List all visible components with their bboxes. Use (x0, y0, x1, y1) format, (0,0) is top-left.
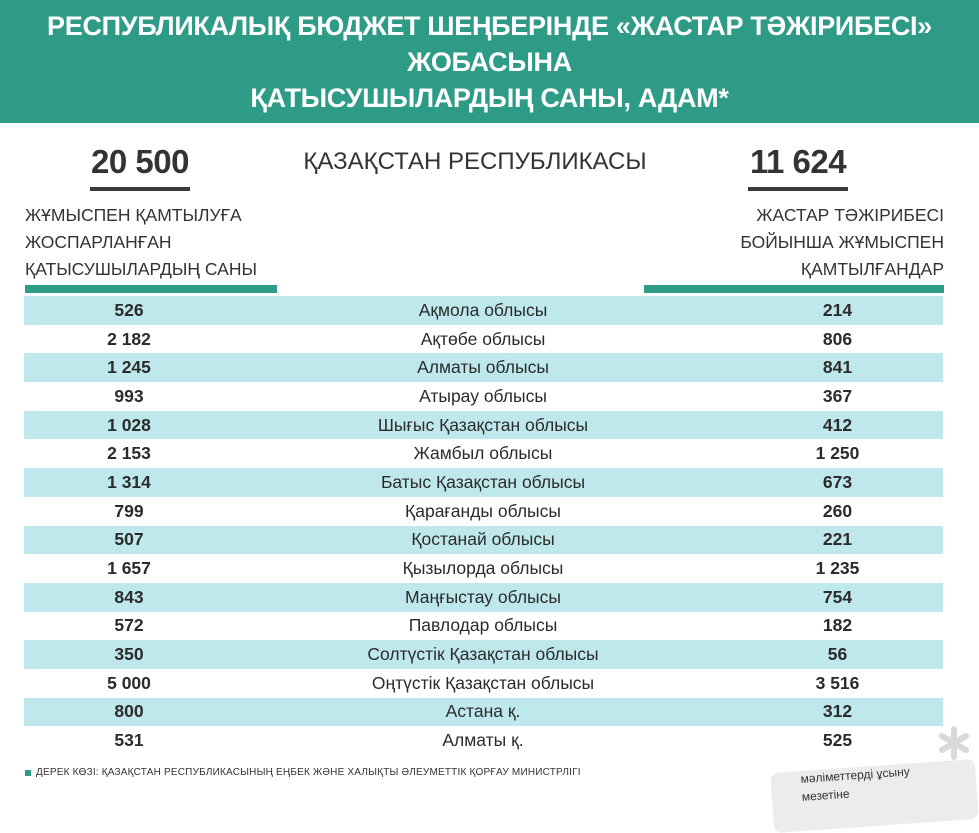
employed-column-description (690, 202, 944, 283)
table-row (24, 353, 943, 382)
employed-cell: 367 (822, 385, 853, 406)
planned-cell: 507 (114, 529, 144, 550)
region-cell: Алматы қ. (442, 730, 524, 751)
planned-desc-line: ЖОСПАРЛАНҒАН (25, 232, 172, 252)
planned-total-underline (90, 187, 190, 191)
region-cell: Ақмола облысы (418, 299, 548, 320)
source-square-icon (25, 770, 31, 776)
table-row (24, 698, 943, 727)
planned-column-description (25, 202, 285, 283)
region-cell: Батыс Қазақстан облысы (380, 471, 586, 492)
region-cell: Шығыс Қазақстан облысы (377, 414, 589, 435)
employed-cell: 182 (822, 615, 853, 636)
employed-cell: 56 (827, 644, 848, 665)
planned-cell: 1 245 (107, 357, 151, 378)
planned-desc-line: ҚАТЫСУШЫЛАРДЫҢ САНЫ (25, 259, 257, 279)
employed-cell: 754 (822, 586, 853, 607)
planned-cell: 5 000 (107, 672, 151, 693)
employed-total (748, 143, 848, 181)
employed-cell: 260 (822, 500, 853, 521)
table-row (24, 382, 943, 411)
table-row (24, 439, 943, 468)
region-cell: Солтүстік Қазақстан облысы (367, 644, 599, 665)
table-row (24, 325, 943, 354)
region-cell: Ақтөбе облысы (420, 328, 546, 349)
employed-cell: 1 250 (815, 443, 860, 464)
table-row (24, 583, 943, 612)
table-row (24, 411, 943, 440)
planned-cell: 350 (114, 644, 144, 665)
region-cell: Қостанай облысы (411, 529, 555, 550)
employed-cell: 3 516 (815, 672, 860, 693)
planned-cell: 2 153 (107, 443, 151, 464)
employed-cell: 525 (822, 730, 853, 751)
employed-desc-line: ҚАМТЫЛҒАНДАР (800, 259, 944, 279)
planned-total (90, 143, 190, 181)
planned-cell: 843 (114, 586, 144, 607)
employed-cell: 673 (822, 471, 853, 492)
table-row (24, 669, 943, 698)
asterisk-icon (936, 725, 972, 761)
employed-cell: 412 (822, 414, 853, 435)
table-row (24, 296, 943, 325)
source-note (25, 767, 581, 778)
table-row (24, 497, 943, 526)
employed-accent-bar (644, 285, 944, 293)
employed-cell: 841 (822, 357, 853, 378)
region-cell: Қарағанды облысы (405, 500, 561, 521)
title-line-1: РЕСПУБЛИКАЛЫҚ БЮДЖЕТ ШЕҢБЕРІНДЕ «ЖАСТАР ТӘЖІРИБЕСІ» ЖОБАСЫНА (47, 10, 932, 77)
footnote-line: мәліметтерді ұсыну (800, 764, 911, 786)
table-row (24, 640, 943, 669)
planned-accent-bar (25, 285, 277, 293)
table-row (24, 468, 943, 497)
employed-cell: 221 (822, 529, 853, 550)
region-cell: Маңғыстау облысы (405, 586, 561, 607)
planned-cell: 1 028 (107, 414, 151, 435)
planned-cell: 800 (114, 701, 144, 722)
planned-cell: 526 (114, 299, 144, 320)
employed-desc-line: ЖАСТАР ТӘЖІРИБЕСІ (756, 205, 944, 225)
planned-cell: 2 182 (107, 328, 151, 349)
employed-total-underline (748, 187, 848, 191)
planned-cell: 1 657 (107, 558, 151, 579)
region-cell: Астана қ. (445, 701, 521, 722)
planned-cell: 531 (114, 730, 144, 751)
region-cell: Алматы облысы (417, 357, 549, 378)
planned-cell: 799 (114, 500, 144, 521)
footnote-text (800, 762, 912, 806)
table-row (24, 526, 943, 555)
region-cell: Қызылорда облысы (402, 558, 564, 579)
region-cell: Павлодар облысы (408, 615, 558, 636)
table-row (24, 554, 943, 583)
planned-cell: 993 (114, 385, 144, 406)
planned-cell: 572 (114, 615, 144, 636)
employed-total-value: 11 624 (749, 143, 847, 180)
employed-cell: 806 (822, 328, 853, 349)
region-cell: Атырау облысы (419, 385, 547, 406)
employed-cell: 1 235 (815, 558, 860, 579)
source-text: ДЕРЕК КӨЗІ: ҚАЗАҚСТАН РЕСПУБЛИКАСЫНЫҢ ЕҢБЕК ЖӘНЕ ХАЛЫҚТЫ ӘЛЕУМЕТТІК ҚОРҒАУ МИНИСТРЛІГІ (36, 767, 581, 778)
country-label: ҚАЗАҚСТАН РЕСПУБЛИКАСЫ (303, 148, 647, 175)
footnote-line: мезетіне (801, 786, 851, 804)
region-cell: Жамбыл облысы (413, 443, 553, 464)
regional-table (24, 296, 943, 755)
employed-cell: 312 (822, 701, 853, 722)
employed-desc-line: БОЙЫНША ЖҰМЫСПЕН (740, 232, 944, 252)
table-row (24, 612, 943, 641)
title-line-2: ҚАТЫСУШЫЛАРДЫҢ САНЫ, АДАМ* (250, 82, 729, 113)
planned-desc-line: ЖҰМЫСПЕН ҚАМТЫЛУҒА (25, 205, 242, 225)
region-cell: Оңтүстік Қазақстан облысы (371, 672, 595, 693)
table-row (24, 726, 943, 755)
employed-cell: 214 (822, 299, 853, 320)
planned-total-value: 20 500 (91, 143, 189, 180)
title-banner (0, 0, 979, 123)
planned-cell: 1 314 (107, 471, 151, 492)
